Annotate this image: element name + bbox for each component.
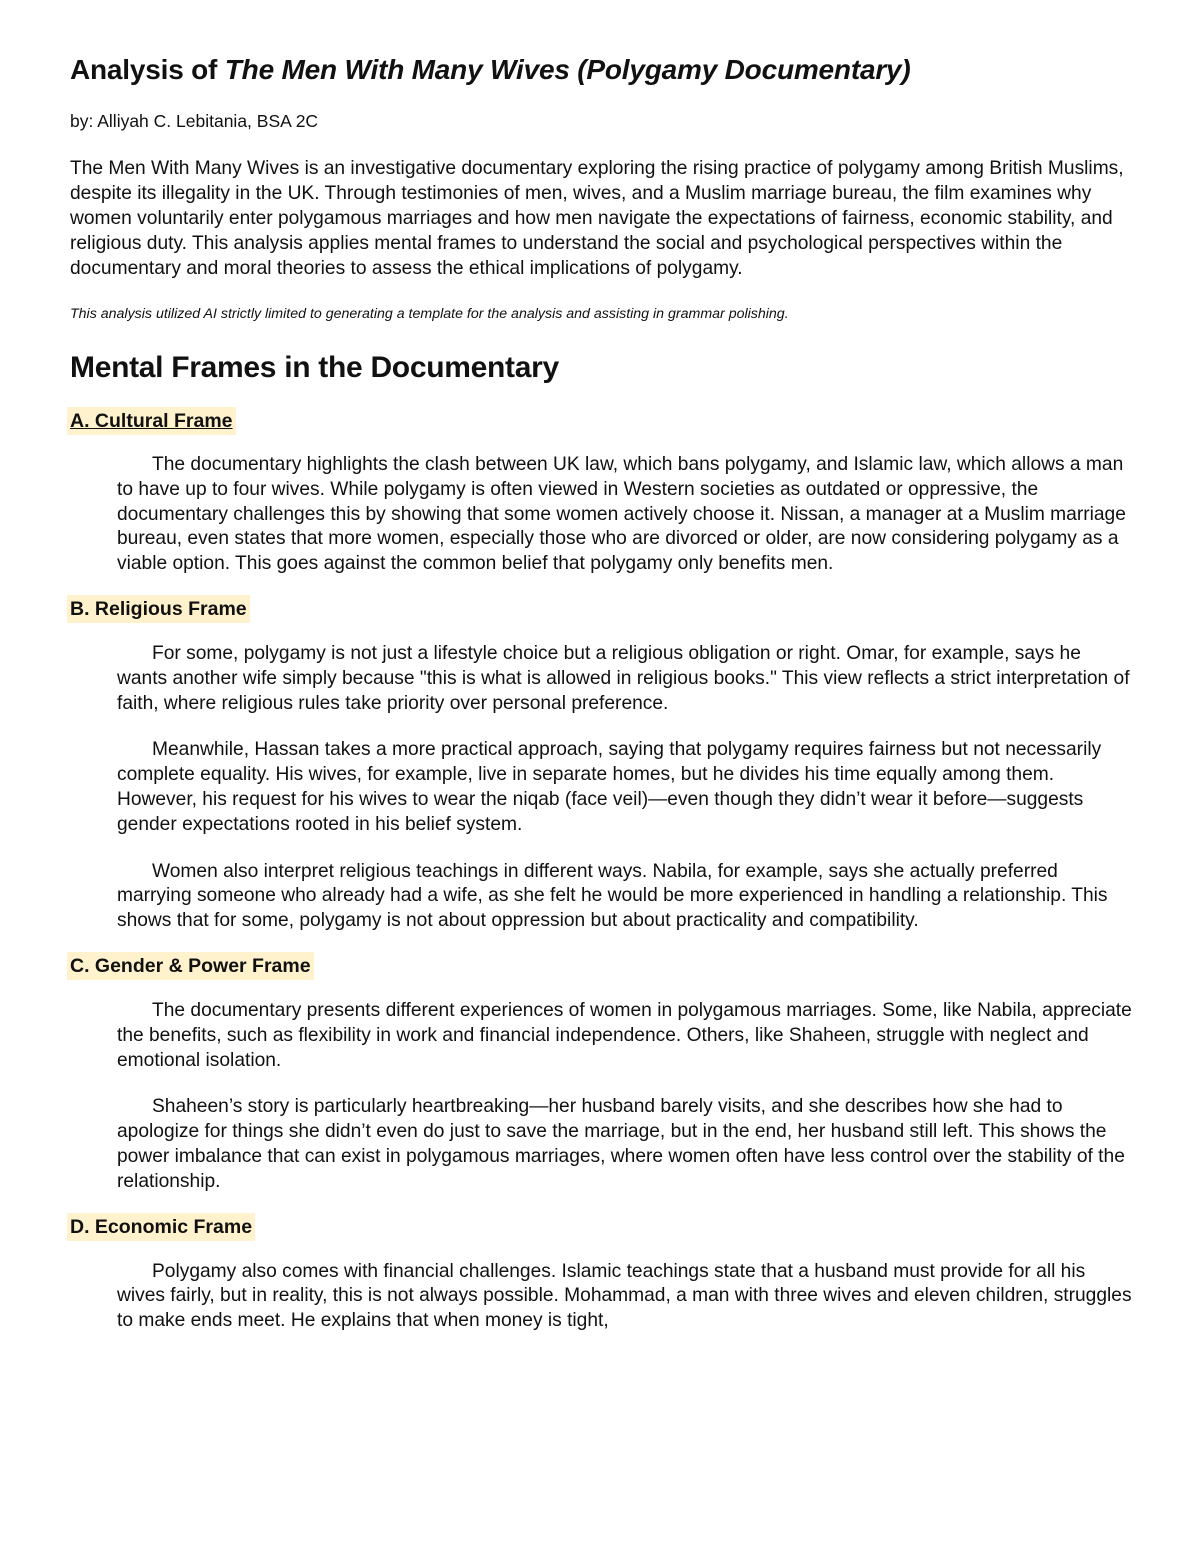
frame-paragraph: The documentary highlights the clash between UK law, which bans polygamy, and Islamic law, which allows a man to have up to four wives. While polygamy is often viewed in Western societies as outdated or oppressive, the documentary challenges this by showing that some women actively choose it. Nissan, a manager at a Muslim marriage bureau, even states that more women, especially those who are divorced or older, are now considering polygamy as a viable option. This goes against the common belief that polygamy only benefits men.: [117, 454, 1126, 575]
byline: by: Alliyah C. Lebitania, BSA 2C: [70, 111, 319, 131]
frame-gender-power: [70, 952, 1132, 1195]
document-title: [70, 0, 1132, 87]
title-prefix: Analysis of: [70, 54, 225, 85]
frame-heading: D. Economic Frame: [67, 1213, 255, 1241]
frame-paragraph: For some, polygamy is not just a lifestyle choice but a religious obligation or right. Omar, for example, says he wants another wife simply because "this is what is allowed in religious books." This view reflects a strict interpretation of faith, where religious rules take priority over personal preference.: [117, 642, 1130, 714]
frame-paragraph: Shaheen’s story is particularly heartbreaking—her husband barely visits, and she describes how she had to apologize for things she didn’t even do just to save the marriage, but in the end, her husband still left. This shows the power imbalance that can exist in polygamous marriages, where women often have less control over the stability of the relationship.: [117, 1096, 1125, 1192]
frame-economic: [70, 1213, 1132, 1334]
title-documentary-name: The Men With Many Wives (Polygamy Documentary): [224, 54, 911, 85]
section-title: Mental Frames in the Documentary: [70, 351, 559, 384]
intro-paragraph: The Men With Many Wives is an investigative documentary exploring the rising practice of polygamy among British Muslims, despite its illegality in the UK. Through testimonies of men, wives, and a Muslim marriage bureau, the film examines why women voluntarily enter polygamous marriages and how men navigate the expectations of fairness, economic stability, and religious duty. This analysis applies mental frames to understand the social and psychological perspectives within the documentary and moral theories to assess the ethical implications of polygamy.: [70, 158, 1124, 279]
frame-religious: [70, 595, 1132, 934]
frame-heading: B. Religious Frame: [67, 595, 250, 623]
frame-paragraph: Women also interpret religious teachings in different ways. Nabila, for example, says she actually preferred marrying someone who already had a wife, as she felt he would be more experienced in handling a relationship. This shows that for some, polygamy is not about oppression but about practicality and compatibility.: [117, 860, 1108, 932]
frame-cultural: [70, 407, 1132, 577]
frame-paragraph: Polygamy also comes with financial challenges. Islamic teachings state that a husband must provide for all his wives fairly, but in reality, this is not always possible. Mohammad, a man with three wives and eleven children, struggles to make ends meet. He explains that when money is tight,: [117, 1260, 1132, 1332]
frame-heading: A. Cultural Frame: [67, 407, 236, 435]
frame-paragraph: Meanwhile, Hassan takes a more practical approach, saying that polygamy requires fairness but not necessarily complete equality. His wives, for example, live in separate homes, but he divides his time equally among them. However, his request for his wives to wear the niqab (face veil)—even though they didn’t wear it before—suggests gender expectations rooted in his belief system.: [117, 739, 1102, 835]
ai-disclosure-note: This analysis utilized AI strictly limited to generating a template for the analysis and assisting in grammar polishing.: [70, 306, 789, 322]
frame-heading: C. Gender & Power Frame: [67, 952, 314, 980]
frame-paragraph: The documentary presents different experiences of women in polygamous marriages. Some, like Nabila, appreciate the benefits, such as flexibility in work and financial independence. Others, like Shaheen, struggle with neglect and emotional isolation.: [117, 999, 1132, 1071]
